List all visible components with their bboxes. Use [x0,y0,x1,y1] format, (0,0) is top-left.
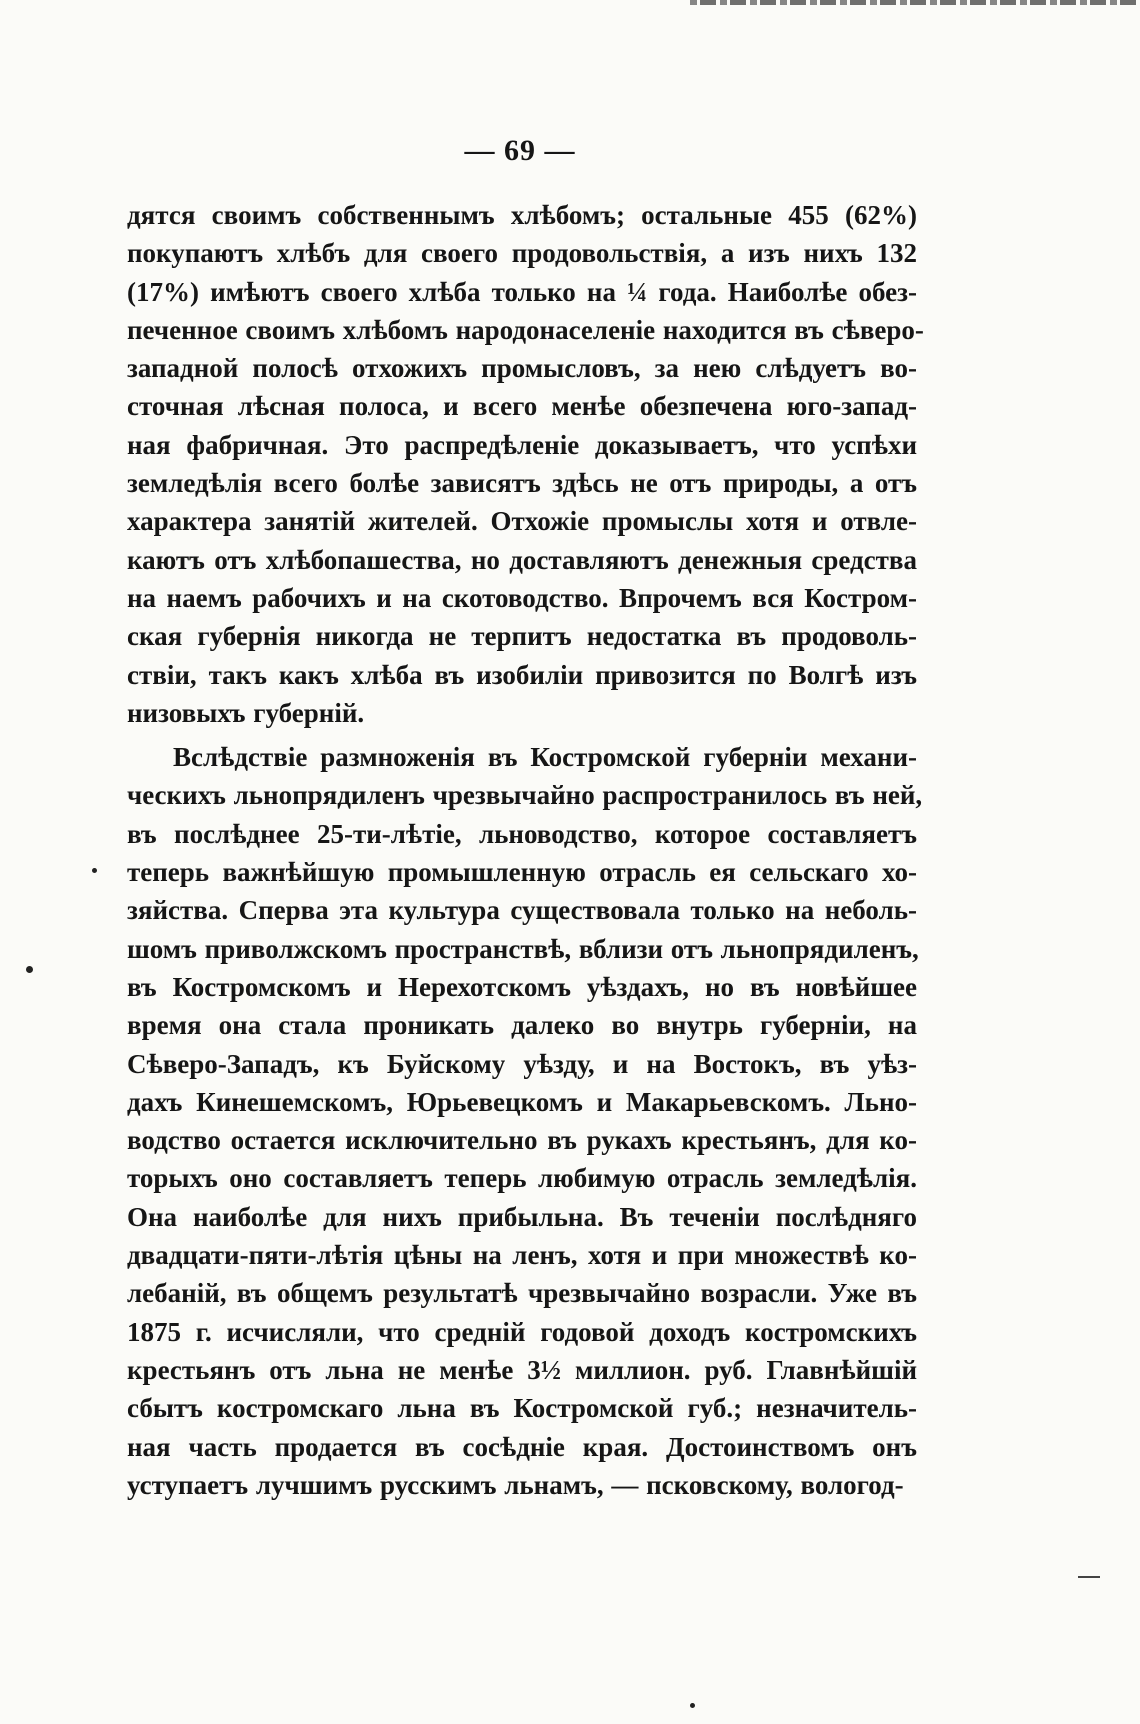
text-line: ская губернія никогда не терпитъ недостатка въ продоволь- [127,621,917,652]
page-number: — 69 — [464,134,576,167]
text-line: характера занятій жителей. Отхожіе промыслы хотя и отвле- [127,506,917,537]
text-line: ная фабричная. Это распредѣленіе доказываетъ, что успѣхи [127,429,917,460]
scan-speck [92,868,97,873]
text-line: шомъ приволжскомъ пространствѣ, вблизи отъ льнопрядиленъ, [127,933,919,964]
text-line: лебаній, въ общемъ результатѣ чрезвычайно возрасли. Уже въ [127,1278,917,1309]
text-line: уступаетъ лучшимъ русскимъ льнамъ, — псковскому, вологод- [127,1469,904,1500]
text-line: сточная лѣсная полоса, и всего менѣе обезпечена юго-запад- [127,391,917,422]
scan-speck [690,1703,695,1708]
text-line: зяйства. Сперва эта культура существовала только на неболь- [127,895,917,926]
text-line: водство остается исключительно въ рукахъ крестьянъ, для ко- [127,1125,917,1156]
text-line: низовыхъ губерній. [127,697,365,728]
text-line: западной полосѣ отхожихъ промысловъ, за нею слѣдуетъ во- [127,353,917,384]
text-line: ческихъ льнопрядиленъ чрезвычайно распространилось въ ней, [127,780,923,811]
top-edge-scan-artifact [690,0,1140,5]
text-line: торыхъ оно составляетъ теперь любимую отрасль земледѣлія. [127,1163,917,1194]
text-line: ствіи, такъ какъ хлѣба въ изобиліи привозится по Волгѣ изъ [127,659,917,690]
text-line: Вслѣдствіе размноженія въ Костромской губерніи механи- [173,742,917,773]
text-line: теперь важнѣйшую промышленную отрасль ея сельскаго хо- [127,857,917,888]
margin-mark [1078,1576,1100,1578]
text-line: время она стала проникать далеко во внутрь губерніи, на [127,1010,917,1041]
paragraph-1 [127,196,924,732]
scan-speck [26,966,33,973]
paragraph-2 [127,738,923,1504]
text-line: крестьянъ отъ льна не менѣе 3½ миллион. руб. Главнѣйшій [127,1354,917,1385]
text-line: Она наиболѣе для нихъ прибыльна. Въ теченіи послѣдняго [127,1201,917,1232]
text-line: дятся своимъ собственнымъ хлѣбомъ; остальные 455 (62%) [127,200,917,230]
text-line: въ послѣднее 25-ти-лѣтіе, льноводство, которое составляетъ [127,818,917,849]
body-text [127,196,924,1504]
text-line: двадцати-пяти-лѣтія цѣны на ленъ, хотя и при множествѣ ко- [127,1240,917,1271]
text-line: (17%) имѣютъ своего хлѣба только на ¼ года. Наиболѣе обез- [127,276,917,307]
text-line: на наемъ рабочихъ и на скотоводство. Впрочемъ вся Костром- [127,582,917,613]
text-line: печенное своимъ хлѣбомъ народонаселеніе находится въ сѣверо- [127,314,924,345]
text-line: ная часть продается въ сосѣдніе края. Достоинствомъ онъ [127,1431,917,1462]
text-line: каютъ отъ хлѣбопашества, но доставляютъ денежныя средства [127,544,917,575]
text-line: 1875 г. исчисляли, что средній годовой доходъ костромскихъ [127,1316,917,1347]
text-line: сбытъ костромскаго льна въ Костромской губ.; незначитель- [127,1393,917,1424]
text-line: въ Костромскомъ и Нерехотскомъ уѣздахъ, но въ новѣйшее [127,971,917,1002]
text-line: Сѣверо-Западъ, къ Буйскому уѣзду, и на Востокъ, въ уѣз- [127,1048,917,1079]
text-line: земледѣлія всего болѣе зависятъ здѣсь не отъ природы, а отъ [127,468,917,499]
text-line: покупаютъ хлѣбъ для своего продовольствія, а изъ нихъ 132 [127,238,917,269]
text-line: дахъ Кинешемскомъ, Юрьевецкомъ и Макарьевскомъ. Льно- [127,1086,917,1117]
